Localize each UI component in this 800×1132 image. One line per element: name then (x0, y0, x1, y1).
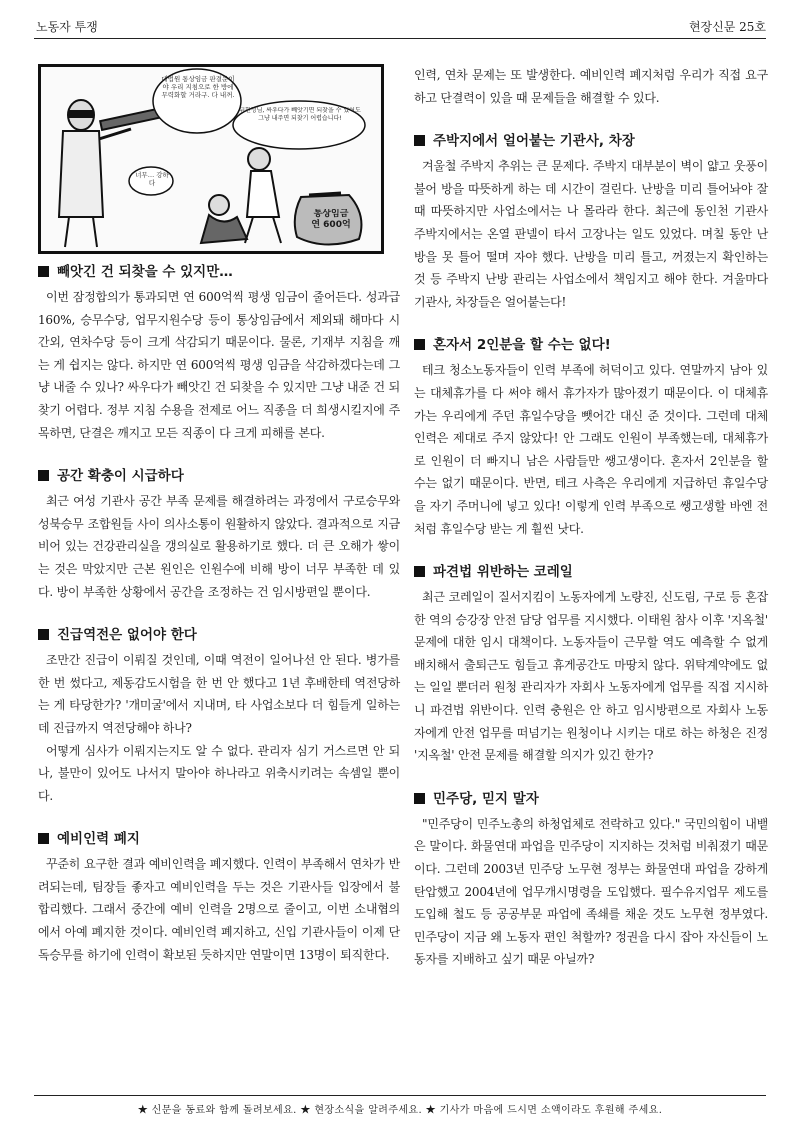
right-articles (414, 64, 768, 971)
article-section (38, 466, 400, 603)
page-header (34, 14, 766, 38)
worker-figure (201, 195, 247, 243)
section-heading (414, 131, 768, 151)
section-title: 빼앗긴 건 되찾을 수 있지만… (57, 264, 233, 280)
footer-notice: ★ 신문을 동료와 함께 돌려보세요. ★ 현장소식을 알려주세요. ★ 기사가 마음에 드시면 소액이라도 후원해 주세요. (137, 1105, 663, 1116)
article-section (414, 131, 768, 313)
right-column (414, 64, 768, 993)
boss-bubble-text: 대법원 통상임금 판결문이야 우리 지침으로 한 방에 무력화할 거라구. 다 내꺼. (161, 75, 235, 99)
section-title: 혼자서 2인분을 할 수는 없다! (433, 337, 611, 354)
section-title: 주박지에서 얼어붙는 기관사, 차장 (433, 133, 635, 150)
section-paragraph: 테크 청소노동자들이 인력 부족에 허덕이고 있다. 연말까지 남아 있는 대체휴가를 다 써야 해서 휴가자가 많아졌기 때문이다. 이 대체휴가는 우리에게 주던 휴일수당을 뺏어간 대신 준 것이다. 그런데 대체인력은 제대로 주지 않았다! 안 그래도 인원이 부족했는데, 대체휴가로 인원이 더 빠지니 남은 사람들만 쌩고생이다. 혼자서 2인분을 할 수는 없기 때문이다. 반면, 테크 사측은 우리에게 지급하던 휴일수당을 자기 주머니에 넣고 있다! 이렇게 인력 부족으로 쌩고생할 바엔 전처럼 휴일수당 받는 게 훨씬 낫다. (414, 363, 768, 536)
square-bullet-icon (38, 266, 49, 277)
article-section (414, 562, 768, 767)
left-articles (38, 262, 400, 966)
article-section (414, 335, 768, 540)
section-paragraph: 어떻게 심사가 이뤄지는지도 알 수 없다. 관리자 심기 거스르면 안 되나, 불만이 있어도 나서지 말아야 하나라고 위축시키려는 속셈일 뿐이다. (38, 743, 400, 803)
square-bullet-icon (38, 629, 49, 640)
section-heading (414, 335, 768, 355)
article-section (38, 625, 400, 807)
square-bullet-icon (38, 470, 49, 481)
cartoon-illustration (38, 64, 384, 254)
article-section (38, 829, 400, 966)
cartoon-drawing (41, 67, 381, 251)
section-heading (414, 562, 768, 582)
section-heading (414, 789, 768, 809)
section-paragraph: 인력, 연차 문제는 또 발생한다. 예비인력 폐지처럼 우리가 직접 요구하고 단결력이 있을 때 문제들을 해결할 수 있다. (414, 68, 768, 105)
square-bullet-icon (414, 793, 425, 804)
bag-label-2: 연 600억 (311, 220, 351, 230)
square-bullet-icon (414, 339, 425, 350)
section-title: 파견법 위반하는 코레일 (433, 564, 573, 581)
header-divider (34, 38, 766, 39)
section-paragraph: 겨울철 주박지 추위는 큰 문제다. 주박지 대부분이 벽이 얇고 웃풍이 불어 방을 따뜻하게 하는 데 시간이 걸린다. 난방을 미리 틀어놔야 잘 때 따뜻하지만 사업소에서는 나 몰라라 한다. 최근에 동인천 기관사 주박지에서는 온열 판넬이 타서 고장나는 일도 있었다. 며칠 동안 난방을 못 틀어 떨며 자야 했다. 난방을 미리 틀고, 꺼졌는지 확인하는 것 등 주박지 난방 관리는 사업소에서 책임지고 해야 한다. 겨울마다 기관사, 차장들은 얼어붙는다! (414, 159, 768, 309)
footer-divider (34, 1095, 766, 1096)
worker-bubble-text: 뒤현정님, 싸우다가 빼앗기면 되찾을 수 있어도 그냥 내주면 되찾기 어렵습니다! (239, 107, 361, 122)
square-bullet-icon (38, 833, 49, 844)
left-column (38, 64, 400, 988)
middle-figure (245, 148, 281, 243)
section-paragraph: 이번 잠정합의가 통과되면 연 600억씩 평생 임금이 줄어든다. 성과급 160%, 승무수당, 업무지원수당 등이 통상임금에서 제외돼 해마다 시간외, 연차수당 등이 크게 삭감되기 때문이다. 물론, 기재부 지침을 깨는 게 쉽지는 않다. 하지만 연 600억씩 평생 임금을 삭감하겠다는데 그냥 내줄 수 있나? 싸우다가 빼앗긴 건 되찾을 수 있지만 그냥 내준 건 되찾기 어렵다. 정부 지침 수용을 전제로 어느 직종을 더 희생시킬지에 주목하면, 단결은 깨지고 모든 직종이 다 크게 피해를 본다. (38, 290, 400, 440)
article-section (38, 262, 400, 444)
section-heading (38, 466, 400, 486)
section-title: 진급역전은 없어야 한다 (57, 627, 197, 644)
section-title: 민주당, 믿지 말자 (433, 790, 539, 807)
square-bullet-icon (414, 566, 425, 577)
section-paragraph: 조만간 진급이 이뤄질 것인데, 이때 역전이 일어나선 안 된다. 병가를 한 번 썼다고, 제동감도시험을 한 번 안 했다고 1년 후배한테 역전당하는 게 타당한가? '개미굴'에서 지내며, 타 사업소보다 더 힘들게 일하는데 진급까지 역전당해야 하나? (38, 653, 400, 735)
section-heading (38, 625, 400, 645)
small-bubble-text: 너무… 강하다 (135, 171, 169, 187)
section-paragraph: "민주당이 민주노총의 하청업체로 전락하고 있다." 국민의힘이 내뱉은 말이다. 화물연대 파업을 민주당이 지지하는 것처럼 비춰졌기 때문이다. 그런데 2003년 민주당 노무현 정부는 화물연대 파업을 강하게 탄압했고 2004년에 업무개시명령을 도입했다. 필수유지업무 제도를 도입해 철도 등 공공부문 파업에 족쇄를 채운 것도 노무현 정부였다. 민주당이 지금 왜 노동자 편인 척할까? 정권을 다시 잡아 자신들이 노동자를 지배하고 싶기 때문 아닐까? (414, 816, 768, 967)
square-bullet-icon (414, 135, 425, 146)
section-title: 공간 확충이 시급하다 (57, 468, 184, 485)
article-section (414, 789, 768, 971)
bag-label-1: 통상임금 (313, 209, 349, 219)
section-paragraph: 꾸준히 요구한 결과 예비인력을 폐지했다. 인력이 부족해서 연차가 반려되는데, 팀장들 좋자고 예비인력을 두는 것은 기관사들 입장에서 불합리했다. 그래서 중간에 예비 인력을 2명으로 줄이고, 이번 소내협의에서 아예 폐지한 것이다. 예비인력 폐지하고, 신입 기관사들이 이제 단독승무를 하기에 인력이 확보된 듯하지만 연말이면 13명이 퇴직한다. (38, 857, 400, 962)
section-paragraph: 최근 코레일이 질서지킴이 노동자에게 노량진, 신도림, 구로 등 혼잡한 역의 승강장 안전 담당 업무를 지시했다. 이태원 참사 이후 '지옥철' 문제에 대한 임시 대책이다. 노동자들이 근무할 역도 예측할 수 없게 배치해서 출퇴근도 힘들고 휴게공간도 마땅치 않다. 위탁계약에도 없는 일일 뿐더러 원청 관리자가 자회사 노동자에게 업무를 직접 지시하니 파견법 위반이다. 인력 충원은 안 하고 임시방편으로 자회사 노동자에게 안전 업무를 떠넘기는 원청이나 시키는 대로 하는 하청은 진정 '지옥철' 안전 문제를 해결할 의지가 있긴 한가? (414, 590, 768, 763)
header-right: 현장신문 25호 (688, 20, 766, 34)
section-heading (38, 262, 400, 282)
section-title: 예비인력 폐지 (57, 831, 140, 848)
article-section (414, 64, 768, 109)
section-heading (38, 829, 400, 849)
section-paragraph: 최근 여성 기관사 공간 부족 문제를 해결하려는 과정에서 구로승무와 성북승무 조합원들 사이 의사소통이 원활하지 않았다. 결과적으로 지금 비어 있는 건강관리실을 갱의실로 활용하기로 했다. 더 큰 오해가 쌓이는 것은 막았지만 근본 원인은 인원수에 비해 방이 너무 부족한 데 있다. 방이 부족한 상황에서 공간을 조정하는 건 임시방편일 뿐이다. (38, 494, 400, 599)
header-left: 노동자 투쟁 (36, 20, 98, 34)
